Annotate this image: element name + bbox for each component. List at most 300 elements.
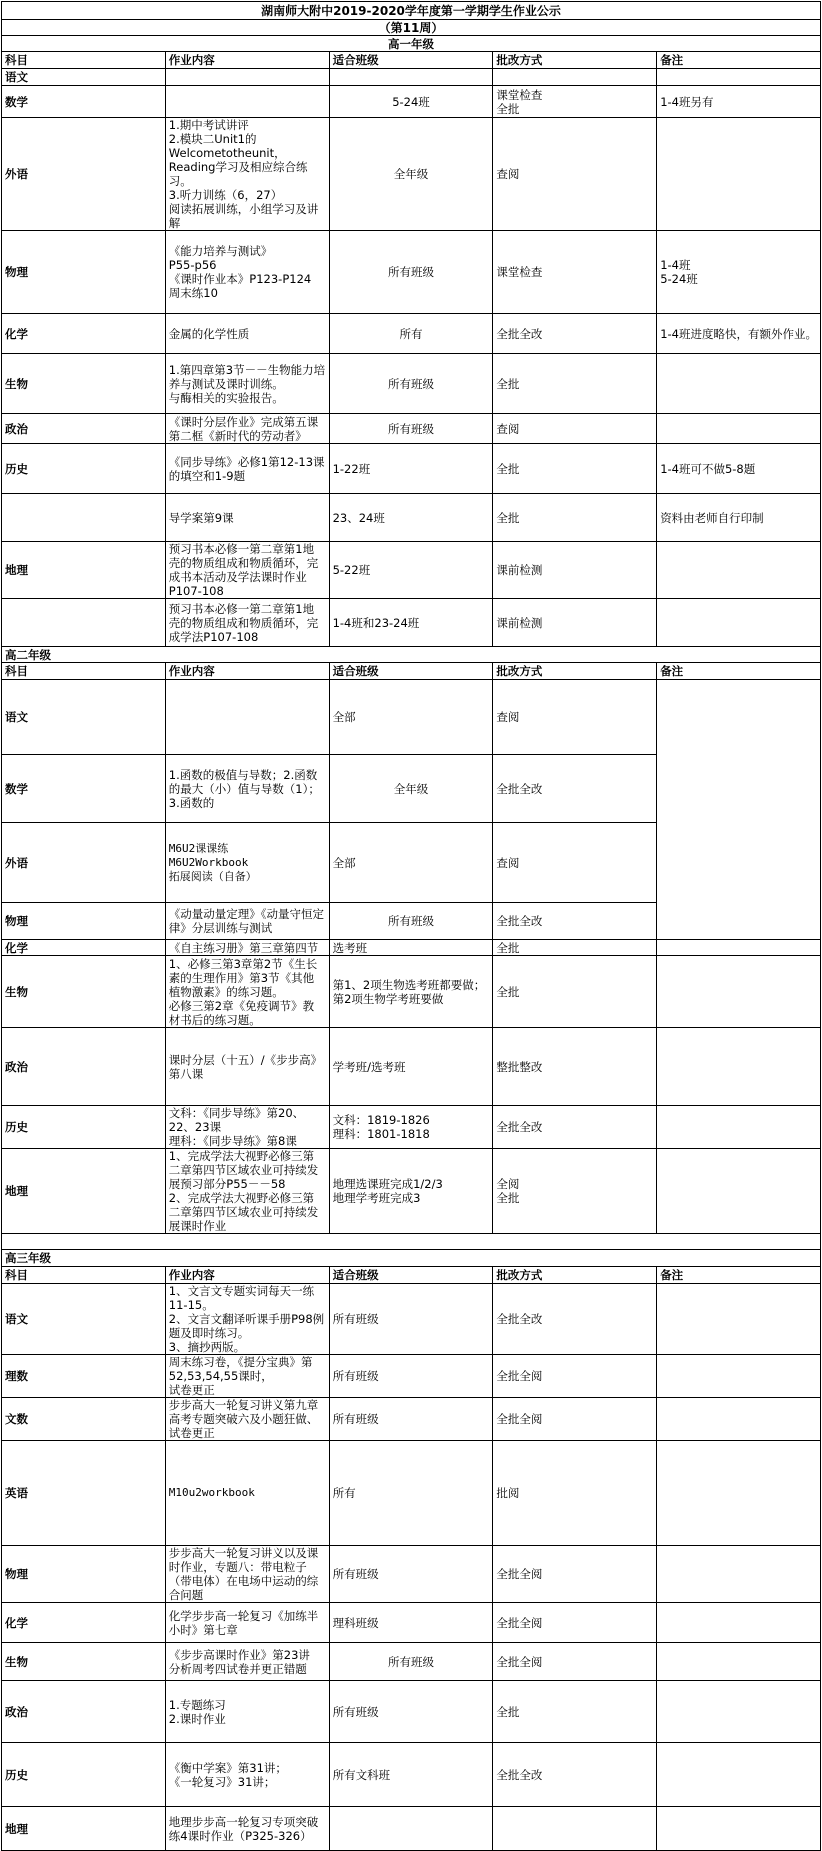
header-content: 作业内容 (165, 52, 329, 69)
grade1-classes-line: 1-4班和23-24班 (332, 615, 420, 630)
grade3-content-line: 试卷更正 (168, 1383, 215, 1397)
grade2-content-line: M6U2课课练 (168, 841, 229, 855)
grade3-notes (657, 1355, 821, 1398)
grade3-notes (657, 1398, 821, 1441)
grade3-row (2, 1681, 821, 1743)
grade3-classes-line: 所有班级 (387, 1654, 434, 1669)
grade2-subject: 物理 (2, 903, 166, 940)
grade1-content-line: 预习书本必修一第二章第1地壳的物质组成和物质循环，完成学法P107-108 (168, 601, 319, 644)
grade3-content-line: 化学步步高一轮复习《加练半小时》第七章 (168, 1608, 319, 1637)
grade2-subject: 化学 (2, 940, 166, 956)
grade1-content-line: 《能力培养与测试》 (168, 244, 273, 258)
grade2-content-line: 理科：《同步导练》第8课 (168, 1134, 297, 1148)
grade1-method-line: 全批 (496, 101, 520, 116)
grade3-row (2, 1643, 821, 1681)
grade1-content (165, 118, 329, 231)
grade1-classes (329, 69, 493, 86)
grade3-method-line: 全批全阅 (496, 1615, 543, 1630)
header-classes: 适合班级 (329, 663, 493, 680)
grade1-content (165, 599, 329, 647)
grade1-content-line: 《课时作业本》P123-P124 (168, 272, 312, 286)
grade3-content-line: 周末练习卷，《提分宝典》第52,53,54,55课时， (168, 1355, 313, 1383)
grade3-content-line: 1.专题练习 (168, 1697, 226, 1712)
grade1-method (493, 494, 657, 542)
grade2-content-line: 文科：《同步导练》第20、22、23课 (168, 1106, 305, 1134)
grade1-method-line: 全批 (496, 510, 520, 525)
grade3-subject: 英语 (2, 1441, 166, 1546)
grade1-method (493, 86, 657, 118)
grade1-content-line: 3.听力训练（6，27） (168, 188, 283, 202)
grade2-content (165, 755, 329, 823)
grade1-notes-line: 5-24班 (660, 272, 698, 286)
grade3-subject: 语文 (2, 1284, 166, 1355)
grade2-classes (329, 1149, 493, 1234)
grade1-content-line: 周末练10 (168, 286, 218, 300)
grade1-title: 高一年级 (2, 36, 821, 52)
grade1-notes-line: 1-4班 (660, 258, 691, 272)
grade1-subject: 化学 (2, 314, 166, 354)
grade2-content-line: 《动量动量定理》《动量守恒定律》分层训练与测试 (168, 907, 325, 935)
grade3-method (493, 1681, 657, 1743)
grade1-content (165, 444, 329, 494)
grade1-method (493, 231, 657, 314)
grade3-content-line: M10u2workbook (168, 1486, 255, 1499)
grade1-classes (329, 599, 493, 647)
grade2-method-line: 整批整改 (496, 1059, 543, 1074)
grade2-content-line: 1、必修三第3章第2节《生长素的生理作用》第3节《其他植物激素》的练习题。 (168, 956, 318, 999)
grade2-content (165, 1106, 329, 1149)
grade3-content-line: 2.课时作业 (168, 1711, 226, 1726)
grade2-notes (657, 1149, 821, 1234)
grade3-subject: 物理 (2, 1546, 166, 1603)
grade1-method (493, 314, 657, 354)
grade1-method-line: 课堂检查 (496, 87, 543, 102)
grade1-row (2, 599, 821, 647)
grade1-notes (657, 444, 821, 494)
grade2-subject: 地理 (2, 1149, 166, 1234)
grade1-method-line: 全批 (496, 376, 520, 391)
grade1-subject: 生物 (2, 354, 166, 414)
grade1-subject: 数学 (2, 86, 166, 118)
week-row (2, 20, 821, 36)
grade1-method-line: 查阅 (496, 421, 520, 436)
grade3-method (493, 1398, 657, 1441)
grade1-classes (329, 314, 493, 354)
grade3-method-line: 全批全阅 (496, 1654, 543, 1669)
grade3-classes-line: 所有 (332, 1486, 356, 1500)
grade2-method-line: 全批 (496, 984, 520, 999)
grade1-content-line: 金属的化学性质 (168, 326, 250, 341)
grade3-method-line: 全批全阅 (496, 1412, 543, 1426)
grade1-row (2, 354, 821, 414)
header-notes: 备注 (657, 1267, 821, 1284)
column-header-row (2, 1267, 821, 1284)
grade2-row (2, 1149, 821, 1234)
grade2-method (493, 823, 657, 903)
grade3-method (493, 1355, 657, 1398)
grade3-subject: 理数 (2, 1355, 166, 1398)
grade3-method (493, 1743, 657, 1807)
grade3-method (493, 1284, 657, 1355)
grade1-notes (657, 314, 821, 354)
grade3-content (165, 1546, 329, 1603)
grade1-row (2, 542, 821, 599)
grade1-notes (657, 414, 821, 444)
grade3-method (493, 1441, 657, 1546)
grade2-notes (657, 680, 821, 940)
grade1-classes-line: 23、24班 (332, 510, 385, 525)
grade1-subject: 政治 (2, 414, 166, 444)
grade1-notes-line: 1-4班另有 (660, 94, 714, 109)
grade3-subject: 地理 (2, 1807, 166, 1851)
grade3-method-line: 全批全阅 (496, 1567, 543, 1581)
grade1-classes-line: 1-22班 (332, 461, 371, 476)
grade1-content (165, 69, 329, 86)
grade2-classes (329, 755, 493, 823)
grade3-notes (657, 1284, 821, 1355)
grade2-classes (329, 823, 493, 903)
grade3-method-line: 全批全改 (496, 1312, 543, 1326)
grade3-notes (657, 1643, 821, 1681)
grade3-classes-line: 所有班级 (332, 1567, 379, 1581)
grade3-notes (657, 1743, 821, 1807)
grade2-row (2, 956, 821, 1028)
grade2-classes-line: 选考班 (332, 940, 368, 955)
grade2-classes (329, 940, 493, 956)
grade3-row (2, 1355, 821, 1398)
grade1-band (2, 36, 821, 52)
grade3-notes (657, 1681, 821, 1743)
grade2-classes-line: 文科：1819-1826 (332, 1113, 430, 1127)
grade2-method-line: 全批 (496, 940, 520, 955)
grade2-title: 高二年级 (2, 647, 821, 663)
grade1-method-line: 全批 (496, 461, 520, 476)
grade2-row (2, 680, 821, 755)
header-subject: 科目 (2, 663, 166, 680)
grade1-classes-line: 所有 (399, 326, 423, 341)
column-header-row (2, 663, 821, 680)
grade1-notes (657, 542, 821, 599)
grade2-method-line: 全批全改 (496, 914, 543, 928)
grade1-method-line: 课前检测 (496, 563, 543, 577)
grade3-classes (329, 1355, 493, 1398)
grade1-content-line: 与酶相关的实验报告。 (168, 390, 284, 405)
grade1-method (493, 118, 657, 231)
grade3-classes-line: 所有班级 (332, 1369, 379, 1383)
grade2-classes-line: 学考班/选考班 (332, 1059, 406, 1074)
header-content: 作业内容 (165, 663, 329, 680)
grade3-content-line: 分析周考四试卷并更正错题 (168, 1661, 307, 1676)
grade2-classes (329, 903, 493, 940)
grade3-row (2, 1743, 821, 1807)
grade1-method (493, 542, 657, 599)
grade3-classes-line: 所有班级 (332, 1704, 379, 1719)
grade1-classes (329, 354, 493, 414)
column-header-row (2, 52, 821, 69)
grade1-classes-line: 所有班级 (387, 265, 434, 279)
grade1-classes-line: 所有班级 (387, 421, 434, 436)
grade3-subject: 政治 (2, 1681, 166, 1743)
grade2-notes (657, 1106, 821, 1149)
grade1-row (2, 414, 821, 444)
header-classes: 适合班级 (329, 1267, 493, 1284)
grade3-content (165, 1284, 329, 1355)
grade2-method-line: 查阅 (496, 710, 520, 724)
grade2-classes-line: 所有班级 (387, 914, 434, 928)
grade2-method (493, 956, 657, 1028)
header-notes: 备注 (657, 52, 821, 69)
grade2-notes (657, 1028, 821, 1106)
grade3-content (165, 1441, 329, 1546)
grade2-content-line: 拓展阅读（自备） (168, 869, 257, 883)
grade1-classes (329, 444, 493, 494)
grade2-classes-line: 全年级 (393, 781, 429, 796)
grade2-method (493, 1028, 657, 1106)
grade2-method-line: 全批全改 (496, 1120, 543, 1134)
grade3-classes (329, 1743, 493, 1807)
grade1-method-line: 课堂检查 (496, 265, 543, 279)
grade3-classes-line: 所有文科班 (332, 1767, 391, 1782)
grade1-content-line: 导学案第9课 (168, 510, 234, 525)
header-subject: 科目 (2, 1267, 166, 1284)
grade1-method-line: 全批全改 (496, 326, 543, 341)
grade3-notes (657, 1546, 821, 1603)
grade2-content-line: 1、完成学法大视野必修三第二章第四节区域农业可持续发展预习部分P55－－58 (168, 1149, 319, 1191)
grade2-method-line: 全阅 (496, 1177, 520, 1191)
grade3-method (493, 1546, 657, 1603)
grade1-content-line: 阅读拓展训练，小组学习及讲解 (168, 202, 319, 230)
grade1-method (493, 599, 657, 647)
grade3-notes (657, 1807, 821, 1851)
grade1-subject: 地理 (2, 542, 166, 599)
grade3-notes (657, 1441, 821, 1546)
grade3-content (165, 1807, 329, 1851)
grade1-content (165, 494, 329, 542)
grade1-classes-line: 全年级 (393, 167, 429, 181)
grade2-classes-line: 全部 (332, 710, 356, 724)
grade1-content (165, 354, 329, 414)
grade3-method-line: 全批全阅 (496, 1369, 543, 1383)
header-notes: 备注 (657, 663, 821, 680)
grade1-method-line: 查阅 (496, 167, 520, 181)
grade3-method-line: 批阅 (496, 1486, 520, 1500)
spacer-row (2, 1234, 821, 1250)
grade3-content-line: 步步高大一轮复习讲义第九章高考专题突破六及小题狂做、试卷更正 (168, 1398, 319, 1440)
grade3-content-line: 3、摘抄两版。 (168, 1340, 246, 1354)
grade1-row (2, 314, 821, 354)
grade3-classes-line: 理科班级 (332, 1615, 379, 1630)
grade3-subject: 文数 (2, 1398, 166, 1441)
grade1-subject (2, 494, 166, 542)
grade3-method-line: 全批 (496, 1704, 520, 1719)
grade2-method-line: 查阅 (496, 855, 520, 870)
header-subject: 科目 (2, 52, 166, 69)
grade1-subject: 历史 (2, 444, 166, 494)
grade2-content (165, 1028, 329, 1106)
grade3-method (493, 1643, 657, 1681)
grade1-classes (329, 118, 493, 231)
grade1-notes (657, 86, 821, 118)
grade3-row (2, 1546, 821, 1603)
grade1-content (165, 542, 329, 599)
grade2-method (493, 680, 657, 755)
grade2-classes-line: 第1、2项生物选考班都要做；第2项生物学考班要做 (332, 977, 486, 1006)
grade1-method (493, 354, 657, 414)
grade1-notes-line: 1-4班进度略快，有额外作业。 (660, 326, 817, 341)
grade2-content-line: 1.函数的极值与导数；2.函数的最大（小）值与导数（1）；3.函数的 (168, 767, 320, 810)
grade3-subject: 历史 (2, 1743, 166, 1807)
grade2-content (165, 680, 329, 755)
grade3-content-line: 《步步高课时作业》第23讲 (168, 1647, 310, 1662)
grade1-content-line: 2.模块二Unit1的Welcometotheunit，Reading学习及相应综合练习。 (168, 132, 308, 188)
grade1-classes-line: 所有班级 (387, 376, 434, 391)
grade3-row (2, 1398, 821, 1441)
grade1-content (165, 86, 329, 118)
grade1-content-line: 1.第四章第3节－－生物能力培养与测试及课时训练。 (168, 362, 326, 391)
grade1-subject: 物理 (2, 231, 166, 314)
grade3-classes (329, 1284, 493, 1355)
grade3-row (2, 1807, 821, 1851)
grade1-content-line: 1.期中考试讲评 (168, 118, 249, 132)
grade3-content (165, 1743, 329, 1807)
grade1-classes-line: 5-24班 (392, 94, 430, 109)
grade1-content-line: 《同步导练》必修1第12-13课的填空和1-9题 (168, 454, 325, 483)
grade2-classes-line: 地理选课班完成1/2/3 (332, 1177, 443, 1191)
homework-table (1, 1, 821, 1851)
grade2-classes-line: 全部 (332, 855, 356, 870)
grade2-content-line: 2、完成学法大视野必修三第二章第四节区域农业可持续发展课时作业 (168, 1191, 319, 1233)
grade1-row (2, 494, 821, 542)
grade2-content (165, 823, 329, 903)
grade1-notes-line: 资料由老师自行印制 (660, 510, 764, 525)
grade3-content (165, 1603, 329, 1643)
grade3-subject: 化学 (2, 1603, 166, 1643)
grade3-classes-line: 所有班级 (332, 1312, 379, 1326)
grade2-method-line: 全批 (496, 1191, 520, 1205)
grade3-subject: 生物 (2, 1643, 166, 1681)
grade2-content (165, 903, 329, 940)
grade3-classes-line: 所有班级 (332, 1412, 379, 1426)
grade1-method-line: 课前检测 (496, 615, 543, 630)
grade1-notes (657, 231, 821, 314)
grade2-row (2, 1028, 821, 1106)
grade3-content (165, 1355, 329, 1398)
grade2-content-line: 必修三第2章《免疫调节》教材书后的练习题。 (168, 998, 315, 1027)
header-method: 批改方式 (493, 663, 657, 680)
grade3-classes (329, 1398, 493, 1441)
grade2-classes (329, 956, 493, 1028)
grade2-classes-line: 地理学考班完成3 (332, 1191, 421, 1205)
grade3-classes (329, 1603, 493, 1643)
grade1-notes (657, 494, 821, 542)
grade2-subject: 外语 (2, 823, 166, 903)
grade1-classes (329, 414, 493, 444)
grade1-content (165, 414, 329, 444)
grade1-classes (329, 542, 493, 599)
grade2-row (2, 1106, 821, 1149)
grade3-content-line: 《衡中学案》第31讲； (168, 1760, 287, 1775)
grade1-content (165, 314, 329, 354)
grade1-content-line: 《课时分层作业》完成第五课第二框《新时代的劳动者》 (168, 414, 319, 443)
grade3-band (2, 1250, 821, 1267)
title-row (2, 2, 821, 20)
grade2-method (493, 1106, 657, 1149)
grade2-classes (329, 1028, 493, 1106)
grade1-classes-line: 5-22班 (332, 563, 371, 577)
grade1-notes (657, 599, 821, 647)
header-method: 批改方式 (493, 52, 657, 69)
grade2-method (493, 903, 657, 940)
grade3-method-line: 全批全改 (496, 1767, 543, 1782)
grade1-content-line: P55-p56 (168, 258, 217, 272)
grade2-content-line: M6U2Workbook (168, 855, 249, 869)
page-title: 湖南师大附中2019-2020学年度第一学期学生作业公示 (2, 2, 821, 20)
grade3-content-line: 1、文言文专题实词每天一练11-15。 (168, 1284, 315, 1312)
grade3-notes (657, 1603, 821, 1643)
grade3-row (2, 1284, 821, 1355)
grade2-row (2, 940, 821, 956)
grade2-content (165, 956, 329, 1028)
header-classes: 适合班级 (329, 52, 493, 69)
grade3-content (165, 1681, 329, 1743)
grade2-notes (657, 940, 821, 956)
grade3-method (493, 1807, 657, 1851)
grade1-method (493, 444, 657, 494)
grade3-classes (329, 1807, 493, 1851)
grade3-content-line: 地理步步高一轮复习专项突破练4课时作业（P325-326） (168, 1814, 319, 1843)
grade3-content (165, 1398, 329, 1441)
header-method: 批改方式 (493, 1267, 657, 1284)
grade3-content-line: 2、文言文翻译听课手册P98例题及即时练习。 (168, 1312, 325, 1340)
grade1-method (493, 414, 657, 444)
grade2-content-line: 课时分层（十五）/《步步高》第八课 (168, 1052, 323, 1081)
grade2-classes (329, 680, 493, 755)
grade3-content (165, 1643, 329, 1681)
grade1-notes (657, 69, 821, 86)
grade3-classes (329, 1546, 493, 1603)
grade2-classes-line: 理科：1801-1818 (332, 1127, 430, 1141)
grade1-content (165, 231, 329, 314)
grade2-subject: 生物 (2, 956, 166, 1028)
grade3-classes (329, 1681, 493, 1743)
grade1-row (2, 231, 821, 314)
grade3-title: 高三年级 (2, 1250, 821, 1267)
grade3-row (2, 1441, 821, 1546)
grade1-method (493, 69, 657, 86)
grade2-content (165, 1149, 329, 1234)
grade1-row (2, 69, 821, 86)
grade1-subject (2, 599, 166, 647)
grade2-content (165, 940, 329, 956)
grade1-row (2, 444, 821, 494)
grade2-method (493, 940, 657, 956)
grade1-subject: 语文 (2, 69, 166, 86)
week-label: （第11周） (2, 20, 821, 36)
header-content: 作业内容 (165, 1267, 329, 1284)
grade1-notes (657, 354, 821, 414)
grade1-classes (329, 86, 493, 118)
grade2-method (493, 755, 657, 823)
grade3-content-line: 步步高大一轮复习讲义以及课时作业，专题八：带电粒子（带电体）在电场中运动的综合问题 (168, 1546, 319, 1602)
grade2-subject: 数学 (2, 755, 166, 823)
grade3-classes (329, 1441, 493, 1546)
grade1-classes (329, 494, 493, 542)
grade1-row (2, 86, 821, 118)
grade2-method-line: 全批全改 (496, 781, 543, 796)
grade2-classes (329, 1106, 493, 1149)
grade2-band (2, 647, 821, 663)
grade1-classes (329, 231, 493, 314)
